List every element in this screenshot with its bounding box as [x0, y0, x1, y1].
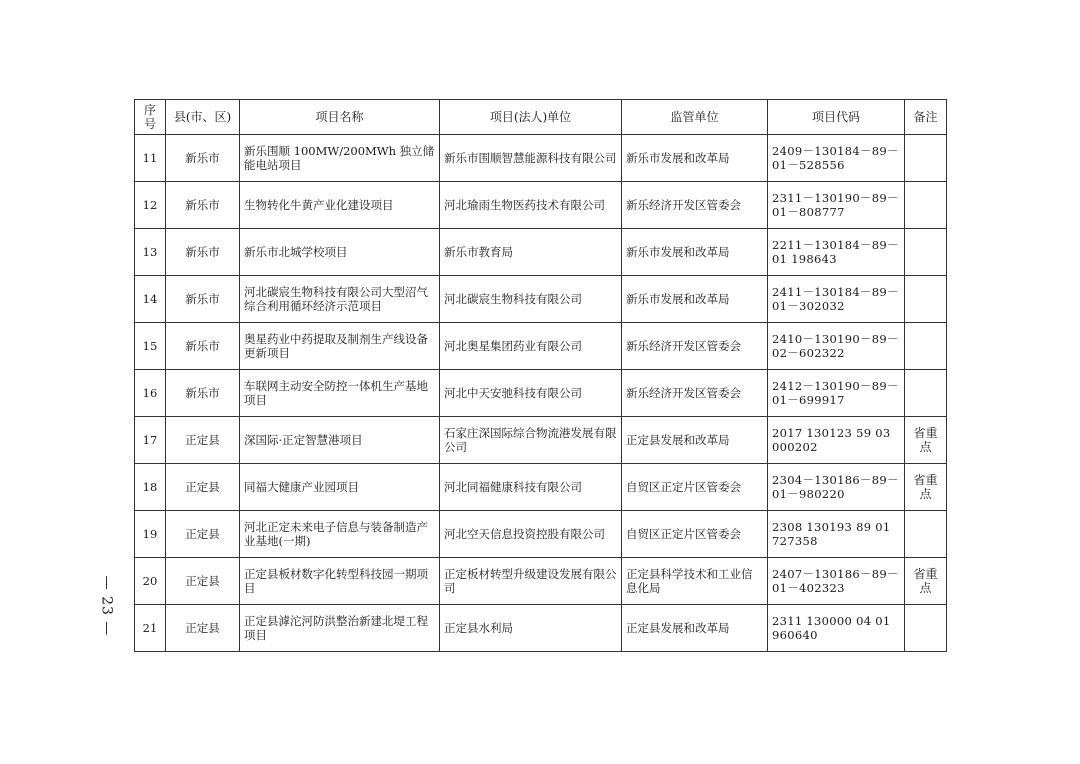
- cell-no: 21: [135, 605, 166, 652]
- table-row: [135, 182, 947, 229]
- table-row: [135, 605, 947, 652]
- cell-note: [905, 605, 947, 652]
- cell-project-code: 2017 130123 59 03 000202: [768, 417, 905, 464]
- cell-project-name: 新乐市北城学校项目: [240, 229, 440, 276]
- cell-no: 17: [135, 417, 166, 464]
- project-table: [134, 99, 947, 652]
- cell-project-name: 河北碳宸生物科技有限公司大型沼气综合利用循环经济示范项目: [240, 276, 440, 323]
- cell-project-unit: 河北瑜雨生物医药技术有限公司: [440, 182, 622, 229]
- cell-no: 15: [135, 323, 166, 370]
- header-note: 备注: [905, 100, 947, 135]
- cell-project-code: 2409－130184－89－01－528556: [768, 135, 905, 182]
- cell-project-code: 2308 130193 89 01 727358: [768, 511, 905, 558]
- cell-project-name: 深国际·正定智慧港项目: [240, 417, 440, 464]
- cell-project-code: 2410－130190－89－02－602322: [768, 323, 905, 370]
- cell-note: [905, 135, 947, 182]
- table-row: [135, 229, 947, 276]
- cell-supervisor: 正定县发展和改革局: [622, 417, 768, 464]
- cell-project-code: 2407－130186－89－01－402323: [768, 558, 905, 605]
- cell-project-name: 奥星药业中药提取及制剂生产线设备更新项目: [240, 323, 440, 370]
- cell-project-unit: 新乐市围顺智慧能源科技有限公司: [440, 135, 622, 182]
- cell-supervisor: 新乐经济开发区管委会: [622, 370, 768, 417]
- cell-project-name: 河北正定未来电子信息与装备制造产业基地(一期): [240, 511, 440, 558]
- cell-county: 正定县: [166, 464, 240, 511]
- cell-supervisor: 正定县发展和改革局: [622, 605, 768, 652]
- cell-project-unit: 河北空天信息投资控股有限公司: [440, 511, 622, 558]
- cell-note: [905, 511, 947, 558]
- cell-project-unit: 新乐市教育局: [440, 229, 622, 276]
- cell-no: 12: [135, 182, 166, 229]
- cell-supervisor: 自贸区正定片区管委会: [622, 511, 768, 558]
- cell-project-name: 同福大健康产业园项目: [240, 464, 440, 511]
- cell-project-name: 正定县板材数字化转型科技园一期项目: [240, 558, 440, 605]
- cell-project-code: 2411－130184－89－01－302032: [768, 276, 905, 323]
- cell-project-unit: 河北同福健康科技有限公司: [440, 464, 622, 511]
- cell-no: 20: [135, 558, 166, 605]
- cell-note: [905, 229, 947, 276]
- cell-project-code: 2311 130000 04 01 960640: [768, 605, 905, 652]
- table-row: [135, 464, 947, 511]
- cell-project-unit: 正定板材转型升级建设发展有限公司: [440, 558, 622, 605]
- cell-county: 正定县: [166, 558, 240, 605]
- cell-note: [905, 276, 947, 323]
- cell-note: 省重点: [905, 558, 947, 605]
- cell-county: 正定县: [166, 417, 240, 464]
- cell-project-unit: 正定县水利局: [440, 605, 622, 652]
- table-row: [135, 558, 947, 605]
- cell-project-unit: 石家庄深国际综合物流港发展有限公司: [440, 417, 622, 464]
- cell-supervisor: 自贸区正定片区管委会: [622, 464, 768, 511]
- cell-note: [905, 182, 947, 229]
- table-row: [135, 370, 947, 417]
- cell-supervisor: 正定县科学技术和工业信息化局: [622, 558, 768, 605]
- cell-no: 16: [135, 370, 166, 417]
- cell-project-unit: 河北中天安驰科技有限公司: [440, 370, 622, 417]
- cell-county: 正定县: [166, 511, 240, 558]
- cell-supervisor: 新乐市发展和改革局: [622, 229, 768, 276]
- cell-project-code: 2211－130184－89－01 198643: [768, 229, 905, 276]
- cell-note: [905, 370, 947, 417]
- cell-county: 正定县: [166, 605, 240, 652]
- table-row: [135, 511, 947, 558]
- header-project-name: 项目名称: [240, 100, 440, 135]
- cell-supervisor: 新乐市发展和改革局: [622, 276, 768, 323]
- table-row: [135, 323, 947, 370]
- cell-supervisor: 新乐市发展和改革局: [622, 135, 768, 182]
- cell-no: 13: [135, 229, 166, 276]
- cell-note: [905, 323, 947, 370]
- cell-project-code: 2304－130186－89－01－980220: [768, 464, 905, 511]
- table-row: [135, 135, 947, 182]
- cell-project-unit: 河北碳宸生物科技有限公司: [440, 276, 622, 323]
- cell-no: 18: [135, 464, 166, 511]
- page-number-text: — 23 —: [98, 575, 114, 637]
- cell-note: 省重点: [905, 464, 947, 511]
- header-supervisor: 监管单位: [622, 100, 768, 135]
- cell-project-unit: 河北奥星集团药业有限公司: [440, 323, 622, 370]
- header-no: 序号: [135, 100, 166, 135]
- cell-note: 省重点: [905, 417, 947, 464]
- cell-project-name: 新乐围顺 100MW/200MWh 独立储能电站项目: [240, 135, 440, 182]
- cell-project-code: 2412－130190－89－01－699917: [768, 370, 905, 417]
- cell-county: 新乐市: [166, 370, 240, 417]
- header-project-code: 项目代码: [768, 100, 905, 135]
- cell-project-name: 生物转化牛黄产业化建设项目: [240, 182, 440, 229]
- header-project-unit: 项目(法人)单位: [440, 100, 622, 135]
- table-row: [135, 276, 947, 323]
- page-number: [94, 566, 118, 646]
- cell-county: 新乐市: [166, 229, 240, 276]
- cell-project-name: 车联网主动安全防控一体机生产基地项目: [240, 370, 440, 417]
- header-row: [135, 100, 947, 135]
- cell-supervisor: 新乐经济开发区管委会: [622, 323, 768, 370]
- header-county: 县(市、区): [166, 100, 240, 135]
- cell-county: 新乐市: [166, 323, 240, 370]
- cell-project-name: 正定县滹沱河防洪整治新建北堤工程项目: [240, 605, 440, 652]
- cell-no: 14: [135, 276, 166, 323]
- cell-county: 新乐市: [166, 182, 240, 229]
- cell-supervisor: 新乐经济开发区管委会: [622, 182, 768, 229]
- cell-county: 新乐市: [166, 276, 240, 323]
- cell-no: 11: [135, 135, 166, 182]
- table-row: [135, 417, 947, 464]
- cell-no: 19: [135, 511, 166, 558]
- cell-county: 新乐市: [166, 135, 240, 182]
- cell-project-code: 2311－130190－89－01－808777: [768, 182, 905, 229]
